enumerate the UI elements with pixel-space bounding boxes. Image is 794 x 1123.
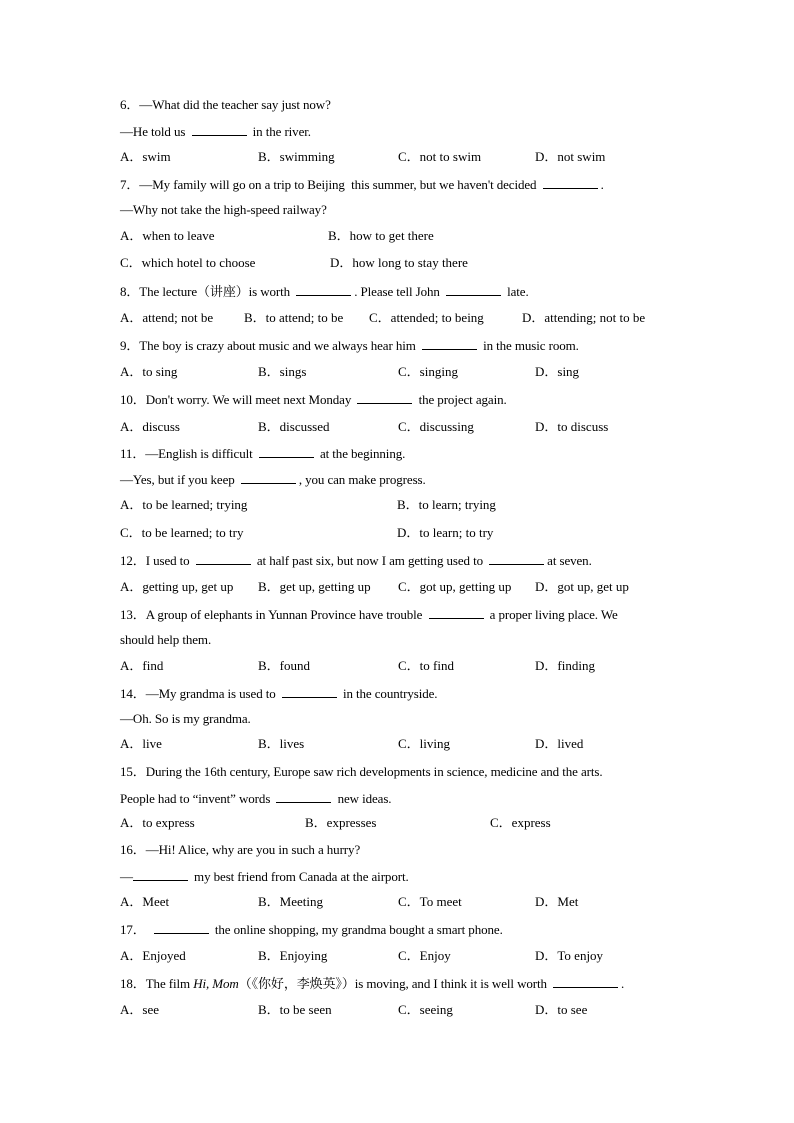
question-9-prompt: 9．The boy is crazy about music and we always hear him in the music room. xyxy=(120,338,579,353)
answer-blank xyxy=(489,552,544,565)
option-7a: A．when to leave xyxy=(120,228,215,243)
answer-blank xyxy=(154,921,209,934)
option-14c: C．living xyxy=(398,736,451,751)
answer-blank xyxy=(192,123,247,136)
option-7c: C．which hotel to choose xyxy=(120,255,256,270)
option-18b: B．to be seen xyxy=(258,1002,332,1017)
answer-blank xyxy=(296,283,351,296)
option-17a: A．Enjoyed xyxy=(120,948,186,963)
answer-blank xyxy=(241,471,296,484)
option-12c: C．got up, getting up xyxy=(398,579,512,594)
option-6c: C．not to swim xyxy=(398,149,482,164)
option-16d: D．Met xyxy=(535,894,579,909)
option-12b: B．get up, getting up xyxy=(258,579,371,594)
answer-blank xyxy=(282,685,337,698)
option-16a: A．Meet xyxy=(120,894,170,909)
option-17b: B．Enjoying xyxy=(258,948,328,963)
answer-blank xyxy=(429,606,484,619)
question-13-prompt: 13．A group of elephants in Yunnan Province have trouble a proper living place. We xyxy=(120,607,618,622)
option-12a: A．getting up, get up xyxy=(120,579,234,594)
option-9a: A．to sing xyxy=(120,364,178,379)
option-14b: B．lives xyxy=(258,736,305,751)
option-13a: A．find xyxy=(120,658,164,673)
option-15b: B．expresses xyxy=(305,815,377,830)
question-15-prompt: 15．During the 16th century, Europe saw rich developments in science, medicine and the arts. xyxy=(120,764,603,779)
option-6b: B．swimming xyxy=(258,149,335,164)
option-18d: D．to see xyxy=(535,1002,588,1017)
answer-blank xyxy=(446,283,501,296)
option-17d: D．To enjoy xyxy=(535,948,604,963)
option-16b: B．Meeting xyxy=(258,894,323,909)
question-11-reply: —Yes, but if you keep , you can make progress. xyxy=(120,472,426,487)
answer-blank xyxy=(196,552,251,565)
option-14d: D．lived xyxy=(535,736,584,751)
answer-blank xyxy=(422,337,477,350)
option-10a: A．discuss xyxy=(120,419,180,434)
option-6d: D．not swim xyxy=(535,149,606,164)
option-15a: A．to express xyxy=(120,815,195,830)
option-11b: B．to learn; trying xyxy=(397,497,496,512)
option-12d: D．got up, get up xyxy=(535,579,629,594)
question-6-reply: —He told us in the river. xyxy=(120,124,311,139)
option-9c: C．singing xyxy=(398,364,458,379)
option-11c: C．to be learned; to try xyxy=(120,525,244,540)
question-10-prompt: 10．Don't worry. We will meet next Monday the project again. xyxy=(120,392,507,407)
answer-blank xyxy=(133,868,188,881)
answer-blank xyxy=(553,975,618,988)
answer-blank xyxy=(259,445,314,458)
option-7d: D．how long to stay there xyxy=(330,255,468,270)
question-16-prompt: 16．—Hi! Alice, why are you in such a hurry? xyxy=(120,842,361,857)
option-8a: A．attend; not be xyxy=(120,310,214,325)
option-8b: B．to attend; to be xyxy=(244,310,344,325)
question-15-prompt-cont: People had to “invent” words new ideas. xyxy=(120,791,392,806)
option-9b: B．sings xyxy=(258,364,307,379)
option-14a: A．live xyxy=(120,736,162,751)
option-6a: A．swim xyxy=(120,149,171,164)
question-14-reply: —Oh. So is my grandma. xyxy=(120,711,251,726)
question-7-prompt: 7．—My family will go on a trip to Beijing this summer, but we haven't decided . xyxy=(120,177,604,192)
option-9d: D．sing xyxy=(535,364,580,379)
question-11-prompt: 11．—English is difficult at the beginning. xyxy=(120,446,406,461)
option-7b: B．how to get there xyxy=(328,228,434,243)
option-8c: C．attended; to being xyxy=(369,310,484,325)
option-10b: B．discussed xyxy=(258,419,330,434)
option-15c: C．express xyxy=(490,815,551,830)
question-17-prompt: 17． the online shopping, my grandma bought a smart phone. xyxy=(120,922,503,937)
option-13d: D．finding xyxy=(535,658,595,673)
question-8-prompt: 8．The lecture（讲座）is worth . Please tell John late. xyxy=(120,284,529,299)
question-18-prompt: 18．The film Hi, Mom（《你好，李焕英》）is moving, and I think it is well worth . xyxy=(120,976,625,991)
option-13c: C．to find xyxy=(398,658,454,673)
question-14-prompt: 14．—My grandma is used to in the countryside. xyxy=(120,686,438,701)
option-16c: C．To meet xyxy=(398,894,462,909)
film-title: Hi, Mom xyxy=(193,976,239,991)
question-7-reply: —Why not take the high-speed railway? xyxy=(120,202,327,217)
option-13b: B．found xyxy=(258,658,311,673)
option-18c: C．seeing xyxy=(398,1002,453,1017)
question-16-reply: — my best friend from Canada at the airport. xyxy=(120,869,409,884)
option-11a: A．to be learned; trying xyxy=(120,497,248,512)
question-12-prompt: 12．I used to at half past six, but now I am getting used to at seven. xyxy=(120,553,592,568)
option-18a: A．see xyxy=(120,1002,159,1017)
option-11d: D．to learn; to try xyxy=(397,525,494,540)
answer-blank xyxy=(543,176,598,189)
answer-blank xyxy=(276,790,331,803)
answer-blank xyxy=(357,391,412,404)
question-6-prompt: 6．—What did the teacher say just now? xyxy=(120,97,331,112)
question-13-prompt-cont: should help them. xyxy=(120,632,212,647)
option-10c: C．discussing xyxy=(398,419,474,434)
option-17c: C．Enjoy xyxy=(398,948,451,963)
option-10d: D．to discuss xyxy=(535,419,609,434)
option-8d: D．attending; not to be xyxy=(522,310,646,325)
